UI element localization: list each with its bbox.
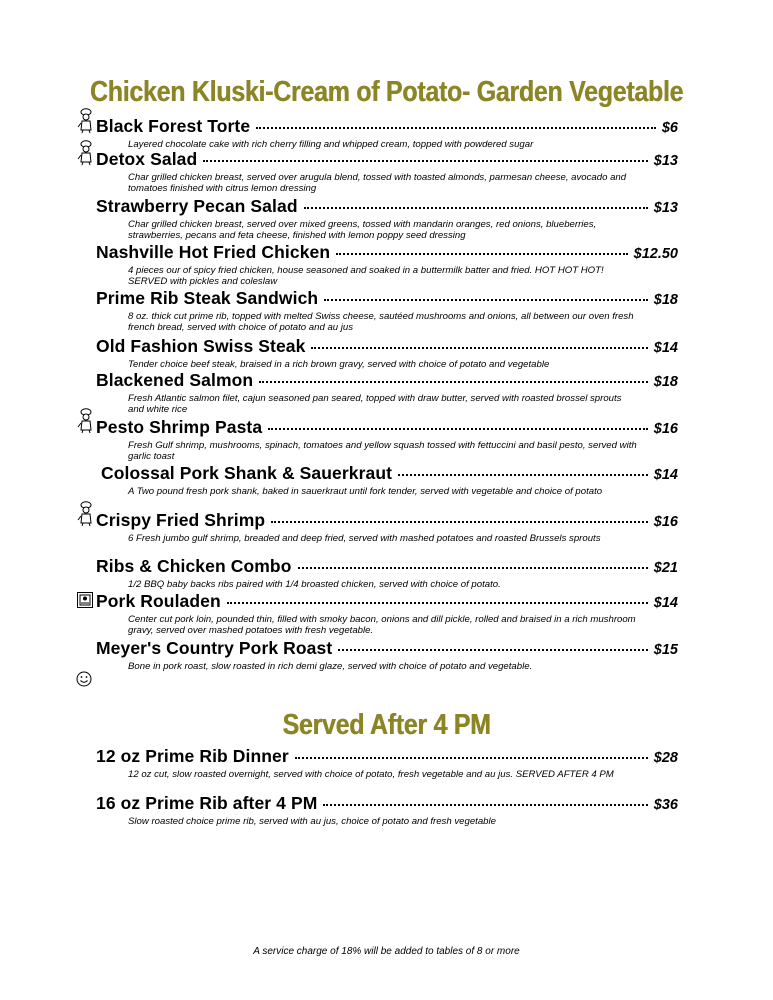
item-price: $13	[653, 200, 678, 216]
item-price: $15	[653, 642, 678, 658]
item-description: 12 oz cut, slow roasted overnight, served with choice of potato, fresh vegetable and au jus. SERVED AFTER 4 PM	[128, 769, 614, 780]
item-description: Fresh Gulf shrimp, mushrooms, spinach, tomatoes and yellow squash tossed with fettuccini and basil pesto, served with garlic toast	[128, 440, 637, 462]
item-price: $16	[653, 421, 678, 437]
item-name: 16 oz Prime Rib after 4 PM	[96, 793, 318, 813]
soup-heading: Chicken Kluski-Cream of Potato- Garden Vegetable	[89, 76, 684, 108]
menu-item	[96, 638, 678, 672]
item-name: Strawberry Pecan Salad	[96, 196, 298, 216]
dot-leader	[203, 160, 648, 162]
menu-item	[96, 149, 678, 194]
item-description: 1/2 BBQ baby backs ribs paired with 1/4 broasted chicken, served with choice of potato.	[128, 579, 501, 590]
dot-leader	[398, 474, 648, 476]
item-description: Fresh Atlantic salmon filet, cajun seasoned pan seared, topped with draw butter, served with roasted brossel sprouts and white rice	[128, 393, 622, 415]
item-name: Black Forest Torte	[96, 116, 251, 136]
item-price: $14	[653, 595, 678, 611]
menu-item	[96, 336, 678, 370]
menu-special-icon	[77, 592, 93, 608]
item-name: 12 oz Prime Rib Dinner	[96, 746, 289, 766]
item-price: $14	[653, 467, 678, 483]
menu-item	[96, 510, 678, 544]
menu-item	[96, 746, 678, 780]
item-description: 6 Fresh jumbo gulf shrimp, breaded and deep fried, served with mashed potatoes and roasted Brussels sprouts	[128, 533, 601, 544]
dot-leader	[338, 649, 648, 651]
item-price: $13	[653, 153, 678, 169]
after4-heading: Served After 4 PM	[282, 709, 491, 741]
item-description: Center cut pork loin, pounded thin, filled with smoky bacon, onions and dill pickle, rolled and braised in a rich mushroom gravy, served over mashed potatoes with fresh vegetable.	[128, 614, 636, 636]
item-name: Meyer's Country Pork Roast	[96, 638, 333, 658]
menu-item	[96, 116, 678, 150]
dot-leader	[271, 521, 648, 523]
chef-icon	[77, 140, 95, 164]
dot-leader	[304, 207, 648, 209]
menu-item	[96, 793, 678, 827]
item-price: $12.50	[633, 246, 678, 262]
item-name: Ribs & Chicken Combo	[96, 556, 292, 576]
item-description: 4 pieces our of spicy fried chicken, house seasoned and soaked in a buttermilk batter and fried. HOT HOT HOT! SERVED with pickles and coleslaw	[128, 265, 604, 287]
item-price: $18	[653, 374, 678, 390]
chef-icon	[77, 108, 95, 132]
item-description: Bone in pork roast, slow roasted in rich demi glaze, served with choice of potato and vegetable.	[128, 661, 533, 672]
menu-item	[96, 417, 678, 462]
item-price: $36	[653, 797, 678, 813]
item-name: Prime Rib Steak Sandwich	[96, 288, 319, 308]
menu-item	[96, 463, 678, 497]
dot-leader	[259, 381, 648, 383]
dot-leader	[298, 567, 648, 569]
dot-leader	[336, 253, 627, 255]
dot-leader	[323, 804, 647, 806]
item-name: Pork Rouladen	[96, 591, 221, 611]
chef-icon	[77, 501, 95, 525]
item-name: Old Fashion Swiss Steak	[96, 336, 306, 356]
item-name: Pesto Shrimp Pasta	[96, 417, 263, 437]
dot-leader	[268, 428, 648, 430]
dot-leader	[311, 347, 647, 349]
dot-leader	[227, 602, 648, 604]
item-price: $6	[661, 120, 678, 136]
menu-item	[96, 242, 678, 287]
menu-item	[96, 370, 678, 415]
item-price: $14	[653, 340, 678, 356]
dot-leader	[256, 127, 656, 129]
item-description: Char grilled chicken breast, served over mixed greens, tossed with mandarin oranges, red onions, blueberries, strawberries, pecans and feta cheese, finished with lemon poppy seed dressing	[128, 219, 597, 241]
item-price: $21	[653, 560, 678, 576]
item-name: Nashville Hot Fried Chicken	[96, 242, 331, 262]
chef-icon	[77, 408, 95, 432]
smiley-icon	[76, 671, 92, 687]
service-charge-note: A service charge of 18% will be added to tables of 8 or more	[253, 946, 520, 957]
item-description: Char grilled chicken breast, served over arugula blend, tossed with toasted almonds, parmesan cheese, avocado and tomatoes finished with citrus lemon dressing	[128, 172, 627, 194]
menu-item	[96, 196, 678, 241]
menu-item	[96, 288, 678, 333]
menu-item	[96, 591, 678, 636]
item-name: Colossal Pork Shank & Sauerkraut	[101, 463, 393, 483]
menu-item	[96, 556, 678, 590]
item-name: Detox Salad	[96, 149, 198, 169]
item-price: $18	[653, 292, 678, 308]
dot-leader	[324, 299, 648, 301]
item-description: Tender choice beef steak, braised in a rich brown gravy, served with choice of potato and vegetable	[128, 359, 550, 370]
item-description: A Two pound fresh pork shank, baked in sauerkraut until fork tender, served with vegetable and choice of potato	[128, 486, 603, 497]
item-name: Blackened Salmon	[96, 370, 254, 390]
item-description: 8 oz. thick cut prime rib, topped with melted Swiss cheese, sautéed mushrooms and onions, all between our oven fresh french bread, served with choice of potato and au jus	[128, 311, 634, 333]
dot-leader	[295, 757, 648, 759]
item-name: Crispy Fried Shrimp	[96, 510, 266, 530]
item-price: $28	[653, 750, 678, 766]
item-description: Layered chocolate cake with rich cherry filling and whipped cream, topped with powdered sugar	[128, 139, 534, 150]
item-description: Slow roasted choice prime rib, served with au jus, choice of potato and fresh vegetable	[128, 816, 496, 827]
item-price: $16	[653, 514, 678, 530]
